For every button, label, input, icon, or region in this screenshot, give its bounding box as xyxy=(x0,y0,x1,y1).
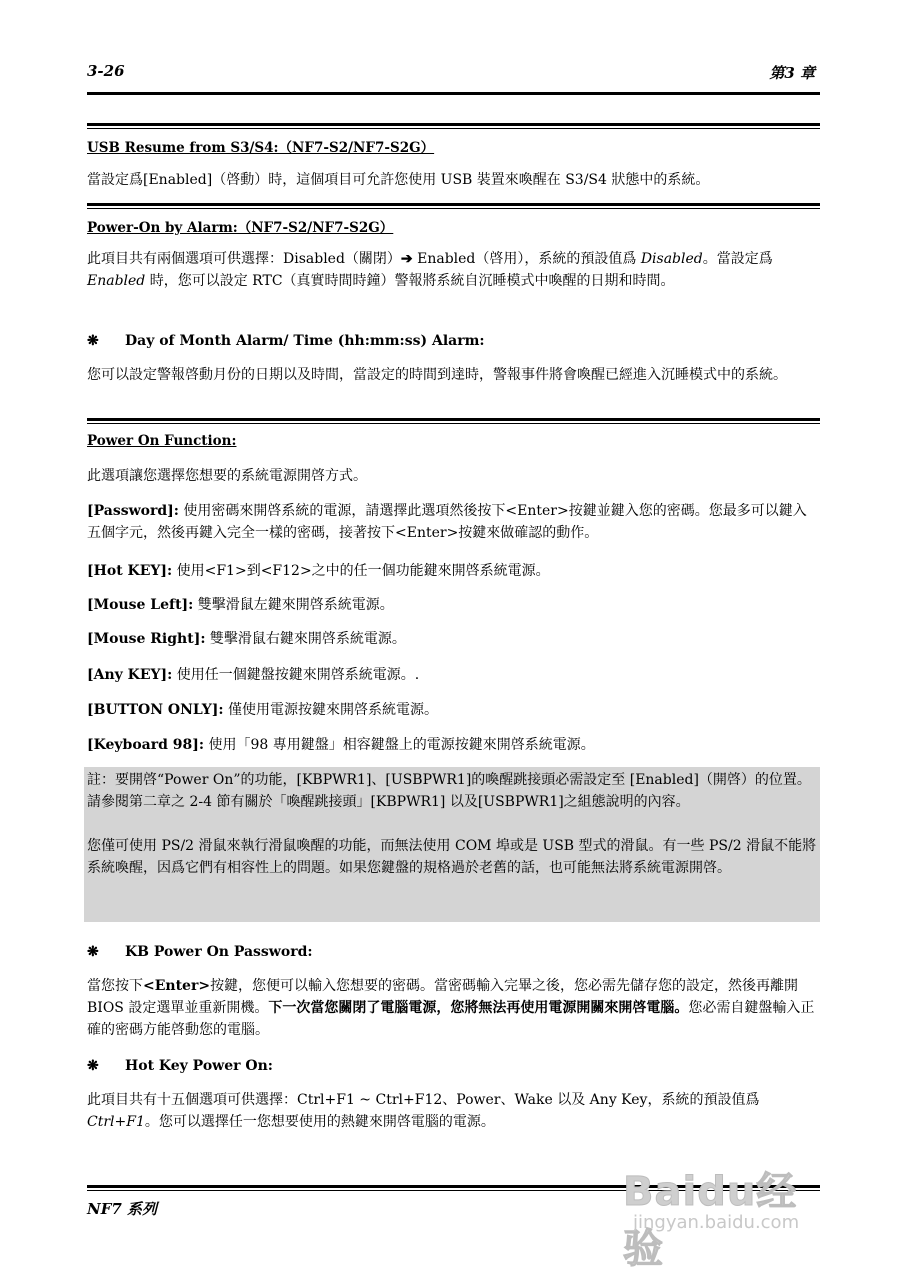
day-of-month-alarm-heading: ❋ Day of Month Alarm/ Time (hh:mm:ss) Alarm: xyxy=(87,333,485,349)
power-on-function-intro: 此選項讓您選擇您想要的系統電源開啓方式。 xyxy=(87,468,367,484)
kb-password-heading: ❋ KB Power On Password: xyxy=(87,944,313,960)
power-on-alarm-title: Power-On by Alarm:（NF7-S2/NF7-S2G） xyxy=(87,220,394,236)
note-text-1: 註：要開啓“Power On”的功能，[KBPWR1]、[USBPWR1]的喚醒跳接頭必需設定至 [Enabled]（開啓）的位置。請參閱第二章之 2-4 節有關於「喚醒跳接頭」[KBPWR1] 以及[USBPWR1]之組態說明的內容。 xyxy=(87,772,811,810)
usb-resume-body: 當設定爲[Enabled]（啓動）時，這個項目可允許您使用 USB 裝置來喚醒在 S3/S4 狀態中的系統。 xyxy=(87,172,710,188)
bullet-icon: ❋ xyxy=(87,944,99,960)
bullet-icon: ❋ xyxy=(87,333,99,349)
hot-key-body: 此項目共有十五個選項可供選擇：Ctrl+F1 ~ Ctrl+F12、Power、Wake 以及 Any Key，系統的預設值爲 Ctrl+F1。您可以選擇任一您想要使用的熱鍵來開啓電腦的電源。 xyxy=(87,1092,760,1130)
bullet-icon: ❋ xyxy=(87,1058,99,1074)
baidu-watermark xyxy=(623,1150,833,1272)
power-on-alarm-body: 此項目共有兩個選項可供選擇：Disabled（關閉）➔ Enabled（啓用），系統的預設值爲 Disabled。當設定爲 Enabled 時，您可以設定 RTC（真實時間時鐘）警報將系統自沉睡模式中喚醒的日期和時間。 xyxy=(87,251,773,289)
hot-key-heading: ❋ Hot Key Power On: xyxy=(87,1058,273,1074)
kb-password-body: 當您按下<Enter>按鍵，您便可以輸入您想要的密碼。當密碼輸入完畢之後，您必需先儲存您的設定，然後再離開 BIOS 設定選單並重新開機。下一次當您關閉了電腦電源，您將無法再使用電源開關來開啓電腦。您必需自鍵盤輸入正確的密碼方能啓動您的電腦。 xyxy=(87,978,815,1038)
section-rule-thin xyxy=(87,128,820,129)
option-mouse-right: [Mouse Right]: 雙擊滑鼠右鍵來開啓系統電源。 xyxy=(87,631,406,647)
option-mouse-left: [Mouse Left]: 雙擊滑鼠左鍵來開啓系統電源。 xyxy=(87,597,394,613)
day-of-month-alarm-body: 您可以設定警報啓動月份的日期以及時間，當設定的時間到達時，警報事件將會喚醒已經進入沉睡模式中的系統。 xyxy=(87,367,787,383)
note-box xyxy=(84,767,820,922)
section-rule xyxy=(87,203,820,206)
option-keyboard-98: [Keyboard 98]: 使用「98 專用鍵盤」相容鍵盤上的電源按鍵來開啓系統電源。 xyxy=(87,737,595,753)
section-rule-thin xyxy=(87,208,820,209)
baidu-logo: Baidu经验 xyxy=(623,1169,798,1272)
option-password: [Password]: 使用密碼來開啓系統的電源，請選擇此選項然後按下<Enter>按鍵並鍵入您的密碼。您最多可以鍵入五個字元，然後再鍵入完全一樣的密碼，接著按下<Enter>按鍵來做確認的動作。 xyxy=(87,503,807,541)
header-rule xyxy=(87,92,820,95)
section-rule xyxy=(87,123,820,126)
option-any-key: [Any KEY]: 使用任一個鍵盤按鍵來開啓系統電源。. xyxy=(87,667,420,683)
chapter-label: 第3 章 xyxy=(769,64,815,82)
watermark-url: jingyan.baidu.com xyxy=(633,1212,800,1233)
arrow-right-icon: ➔ xyxy=(400,251,413,267)
section-rule-thin xyxy=(87,423,820,424)
power-on-function-title: Power On Function: xyxy=(87,433,237,449)
series-label: NF7 系列 xyxy=(87,1200,158,1218)
usb-resume-title: USB Resume from S3/S4:（NF7-S2/NF7-S2G） xyxy=(87,140,435,156)
section-rule xyxy=(87,418,820,421)
option-hot-key: [Hot KEY]: 使用<F1>到<F12>之中的任一個功能鍵來開啓系統電源。 xyxy=(87,563,550,579)
option-button-only: [BUTTON ONLY]: 僅使用電源按鍵來開啓系統電源。 xyxy=(87,702,439,718)
page-number: 3-26 xyxy=(87,62,125,80)
note-text-2: 您僅可使用 PS/2 滑鼠來執行滑鼠喚醒的功能，而無法使用 COM 埠或是 USB 型式的滑鼠。有一些 PS/2 滑鼠不能將系統喚醒，因爲它們有相容性上的問題。如果您鍵盤的規格過於老舊的話，也可能無法將系統電源開啓。 xyxy=(87,838,817,876)
